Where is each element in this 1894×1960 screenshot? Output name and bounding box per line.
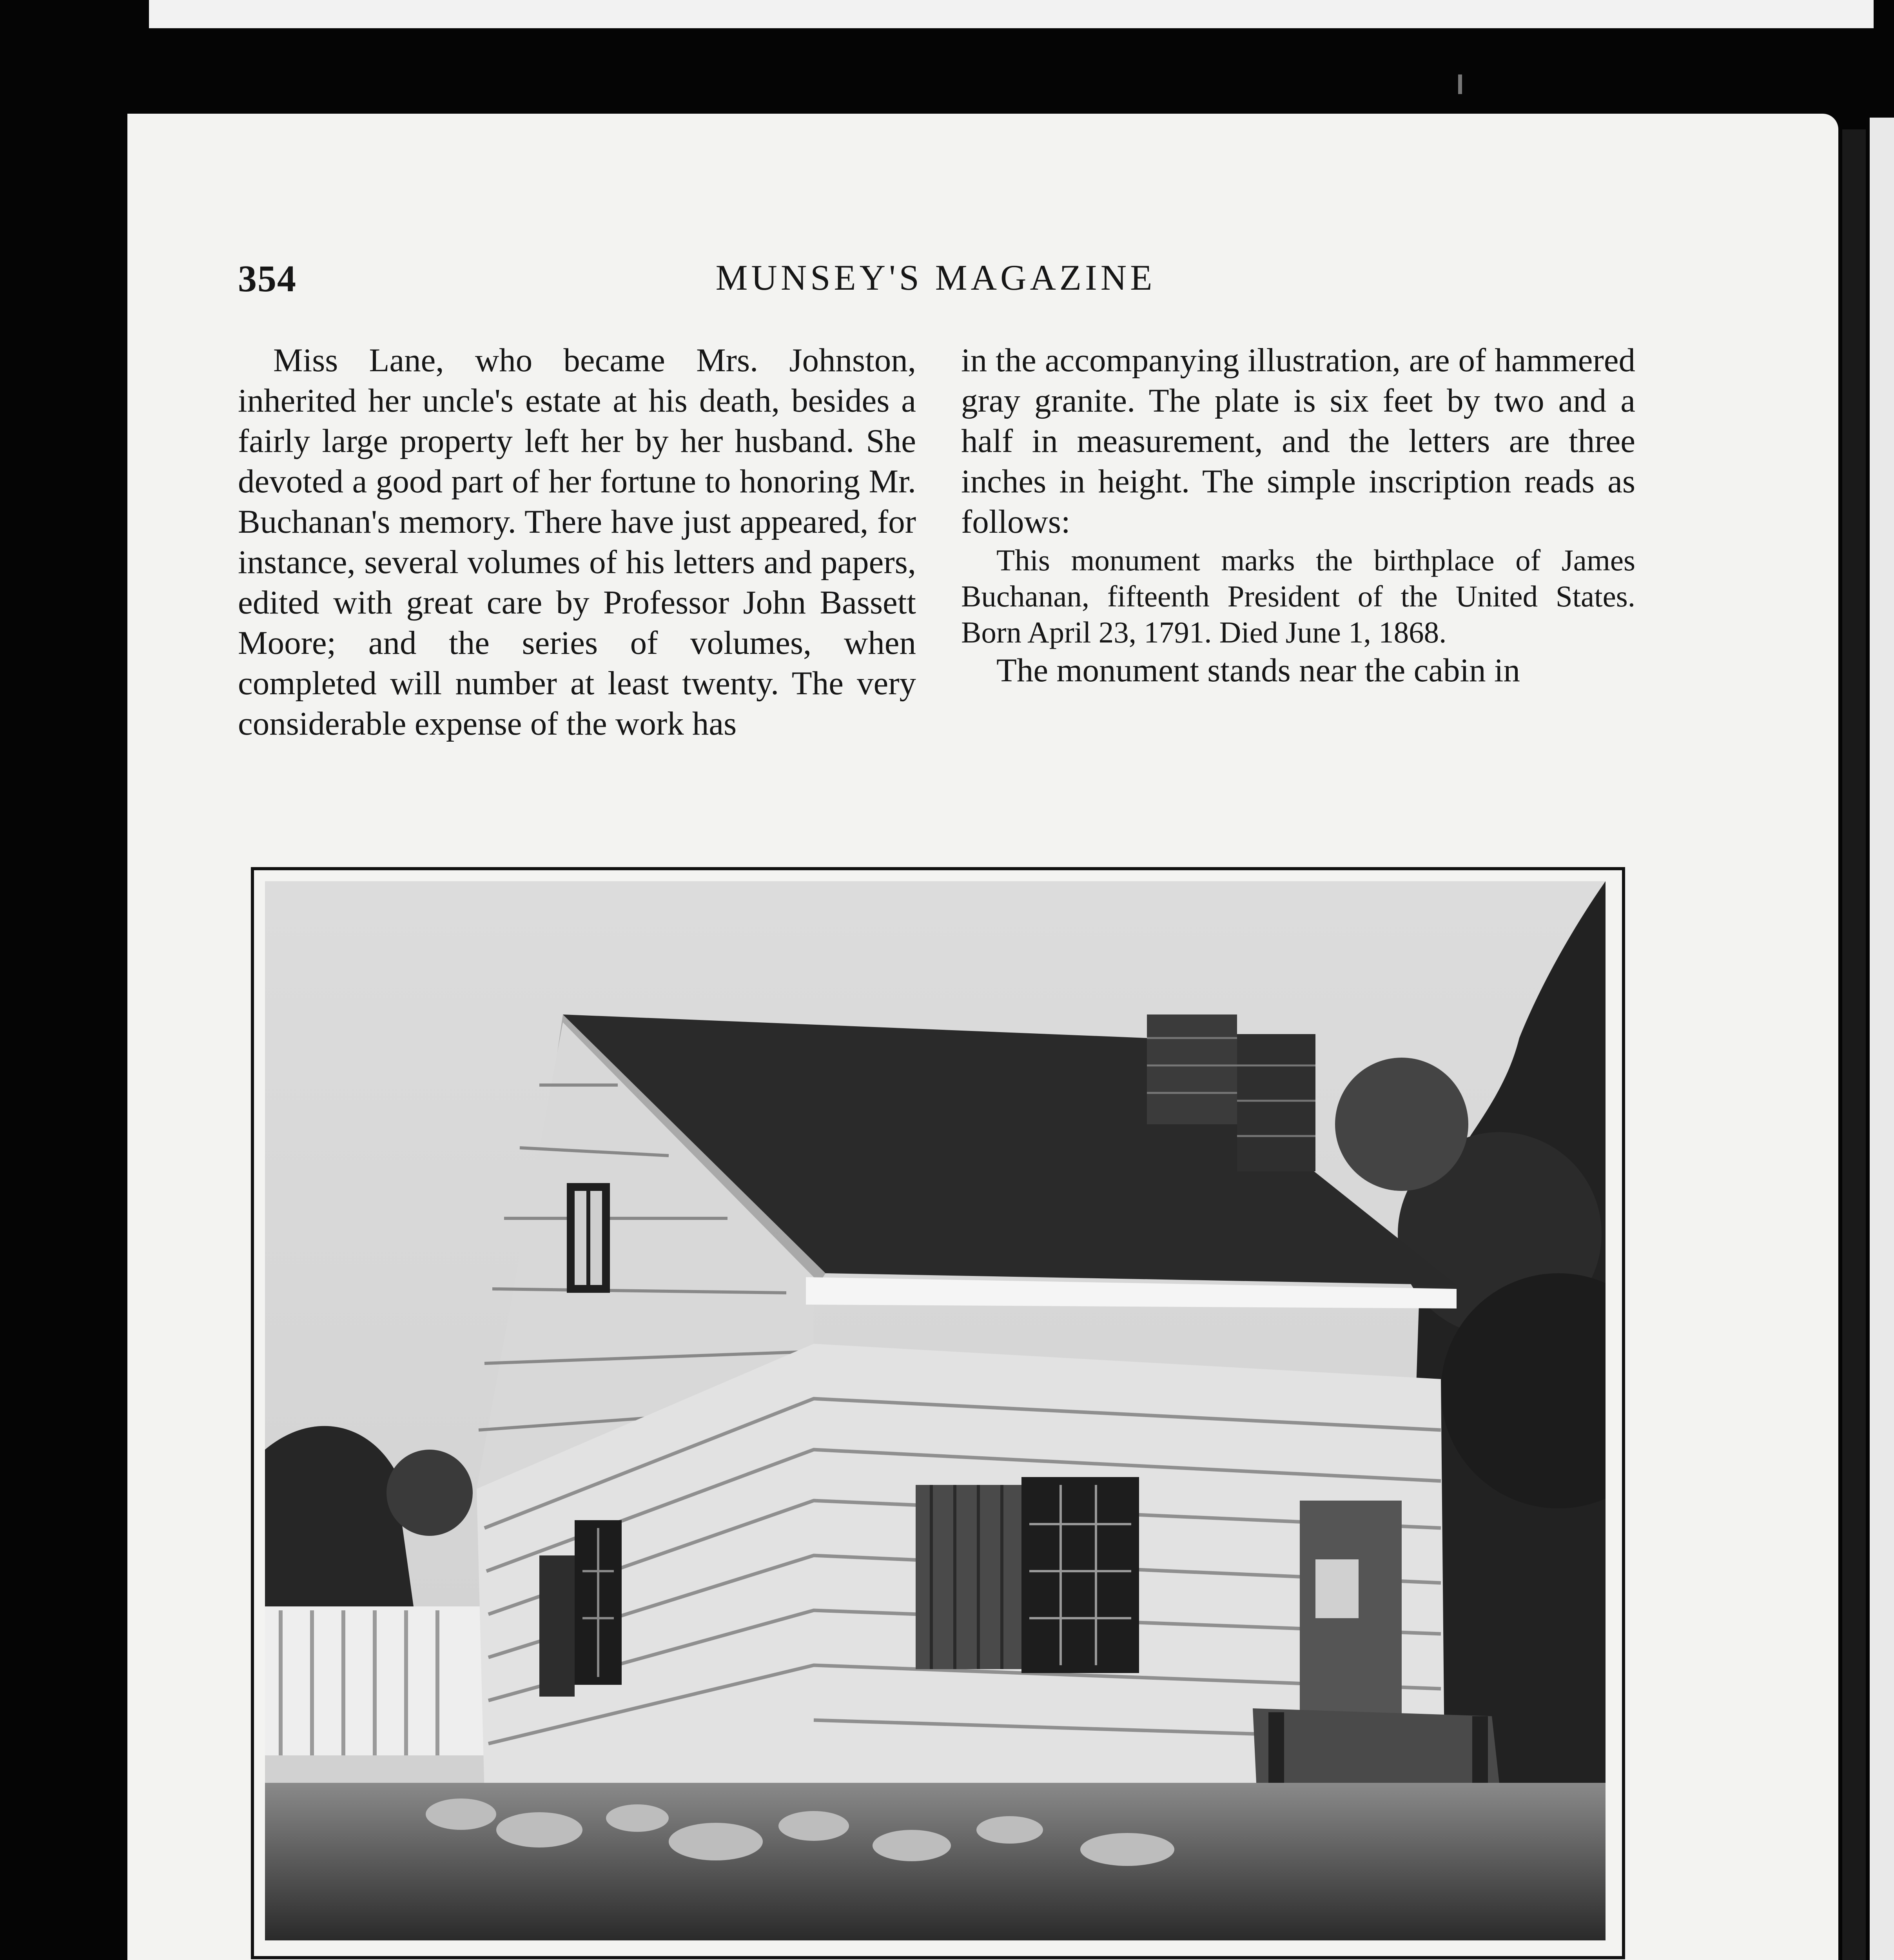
- next-page-edge: [1870, 118, 1894, 1960]
- adjacent-page-strip: [149, 0, 1874, 28]
- top-right-column: [961, 340, 1635, 691]
- page-gutter-shadow: [1842, 129, 1866, 1960]
- magazine-title: MUNSEY'S MAGAZINE: [715, 258, 1156, 298]
- cabin-illustration: [265, 881, 1606, 1940]
- paragraph: Miss Lane, who became Mrs. Johnston, inherited her uncle's estate at his death, besides a fairly large property left her by her husband. She devoted a good part of her fortune to honoring Mr. Buchanan's memory. There have just appeared, for instance, several volumes of his letters and papers, edited with great care by Professor John Bassett Moore; and the series of volumes, when completed will number at least twenty. The very considerable expense of the work has: [238, 342, 916, 742]
- paragraph: in the accompanying illustration, are of hammered gray granite. The plate is six feet by two and a half in measurement, and the letters are three inches in height. The simple inscription reads as follows:: [961, 342, 1635, 540]
- running-header: [238, 257, 1633, 308]
- page-number: 354: [238, 258, 297, 299]
- paragraph: The monument stands near the cabin in: [996, 652, 1520, 689]
- top-left-column: [238, 340, 916, 744]
- scan-mark: [1458, 74, 1462, 94]
- inscription-quote: This monument marks the birthplace of James Buchanan, fifteenth President of the United States. Born April 23, 1791. Died June 1, 1868.: [961, 543, 1635, 649]
- photo-frame: [251, 867, 1625, 1959]
- cabin-photo: [265, 881, 1606, 1940]
